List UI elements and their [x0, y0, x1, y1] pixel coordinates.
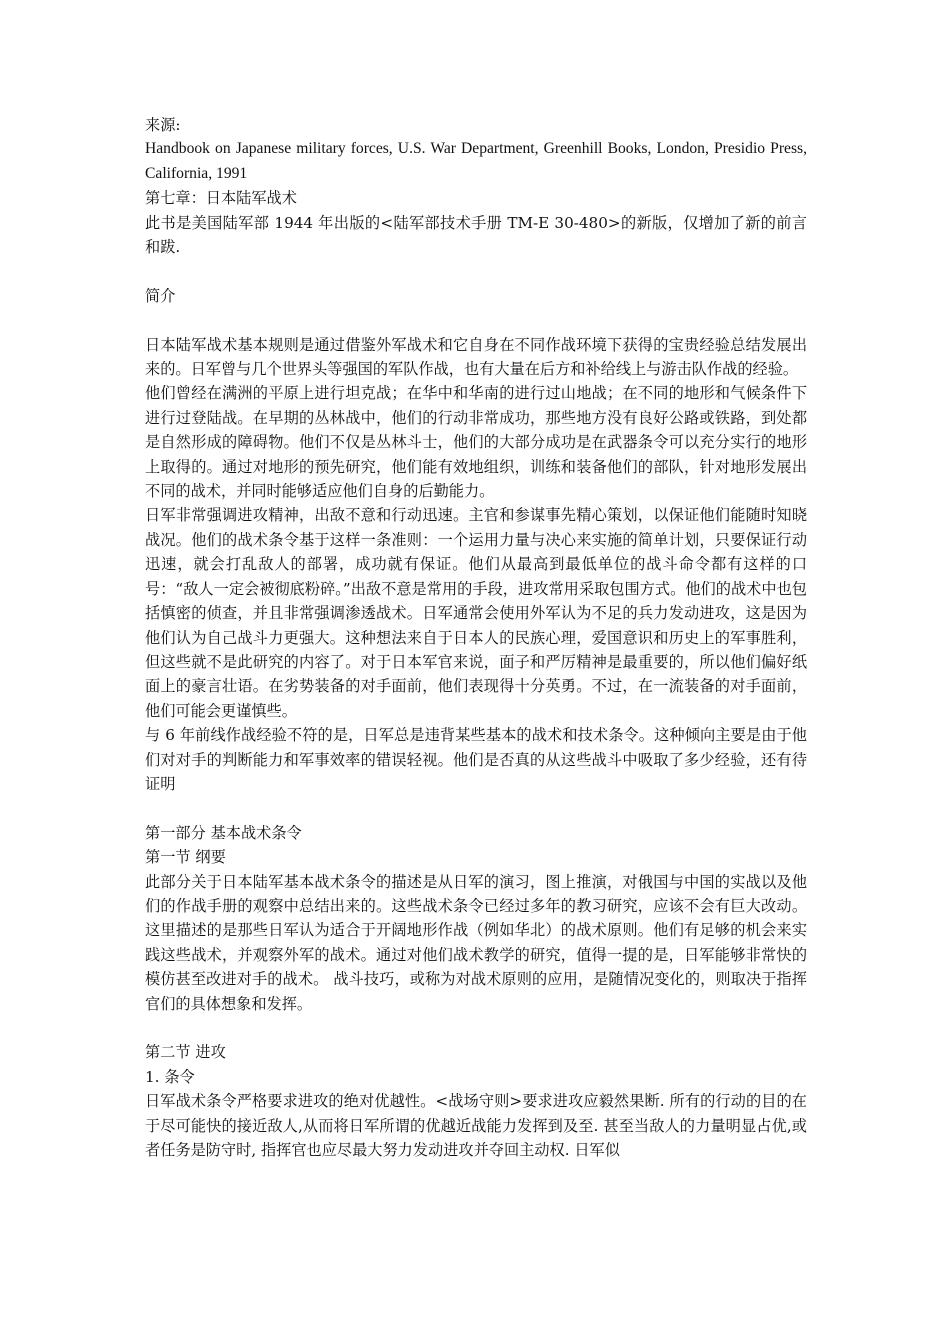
chapter-title: 第七章：日本陆军战术 — [145, 189, 297, 208]
intro-paragraph: 他们曾经在满洲的平原上进行坦克战；在华中和华南的进行过山地战；在不同的地形和气候条件下进行过登陆战。在早期的丛林战中，他们的行动非常成功，那些地方没有良好公路或铁路，到处都是自然形成的障碍物。他们不仅是丛林斗士，他们的大部分成功是在武器条令可以充分实行的地形上取得的。通过对地形的预先研究，他们能有效地组织，训练和装备他们的部队，针对地形发展出不同的战术，并同时能够适应他们自身的后勤能力。 — [145, 384, 807, 501]
intro-paragraph: 与 6 年前线作战经验不符的是，日军总是违背某些基本的战术和技术条令。这种倾向主要是由于他们对对手的判断能力和军事效率的错误轻视。他们是否真的从这些战斗中吸取了多少经验，还有待证明 — [145, 726, 807, 793]
document-page — [145, 113, 807, 1162]
part-one-heading: 第一部分 基本战术条令 — [145, 823, 302, 842]
intro-paragraph: 日本陆军战术基本规则是通过借鉴外军战术和它自身在不同作战环境下获得的宝贵经验总结发展出来的。日军曾与几个世界头等强国的军队作战，也有大量在后方和补给线上与游击队作战的经验。 — [145, 335, 807, 379]
source-citation: Handbook on Japanese military forces, U.S. War Department, Greenhill Books, London, Presidio Press, California, 1991 — [145, 140, 807, 182]
source-label: 来源: — [145, 116, 181, 134]
section-one-heading: 第一节 纲要 — [145, 848, 226, 867]
intro-heading: 简介 — [145, 286, 176, 305]
section-one-text: 此部分关于日本陆军基本战术条令的描述是从日军的演习，图上推演，对俄国与中国的实战以及他们的作战手册的观察中总结出来的。这些战术条令已经过多年的教习研究，应该不会有巨大改动。这里描述的是那些日军认为适合于开阔地形作战（例如华北）的战术原则。他们有足够的机会来实践这些战术，并观察外军的战术。通过对他们战术教学的研究，值得一提的是，日军能够非常快的模仿甚至改进对手的战术。 战斗技巧，或称为对战术原则的应用，是随情况变化的，则取决于指挥官们的具体想象和发挥。 — [145, 872, 807, 1013]
spacer — [145, 796, 807, 820]
spacer — [145, 1016, 807, 1040]
subsection-one-heading: 1. 条令 — [145, 1067, 195, 1086]
section-two-heading: 第二节 进攻 — [145, 1043, 226, 1062]
intro-paragraph: 日军非常强调进攻精神，出敌不意和行动迅速。主官和参谋事先精心策划，以保证他们能随时知晓战况。他们的战术条令基于这样一条准则：一个运用力量与决心来实施的简单计划，只要保证行动迅速，就会打乱敌人的部署，成功就有保证。他们从最高到最低单位的战斗命令都有这样的口号：“敌人一定会被彻底粉碎。”出敌不意是常用的手段，进攻常用采取包围方式。他们的战术中也包括慎密的侦查，并且非常强调渗透战术。日军通常会使用外军认为不足的兵力发动进攻，这是因为他们认为自己战斗力更强大。这种想法来自于日本人的民族心理，爱国意识和历史上的军事胜利，但这些就不是此研究的内容了。对于日本军官来说，面子和严厉精神是最重要的，所以他们偏好纸面上的豪言壮语。在劣势装备的对手面前，他们表现得十分英勇。不过，在一流装备的对手面前，他们可能会更谨慎些。 — [145, 506, 807, 720]
spacer — [145, 308, 807, 332]
spacer — [145, 259, 807, 283]
subsection-one-text: 日军战术条令严格要求进攻的绝对优越性。<战场守则>要求进攻应毅然果断. 所有的行动的目的在于尽可能快的接近敌人,从而将日军所谓的优越近战能力发挥到及至. 甚至当敌人的力量明显占优,或者任务是防守时, 指挥官也应尽最大努力发动进攻并夺回主动权. 日军似 — [145, 1092, 807, 1159]
edition-note: 此书是美国陆军部 1944 年出版的<陆军部技术手册 TM-E 30-480>的新版，仅增加了新的前言和跋. — [145, 213, 807, 257]
